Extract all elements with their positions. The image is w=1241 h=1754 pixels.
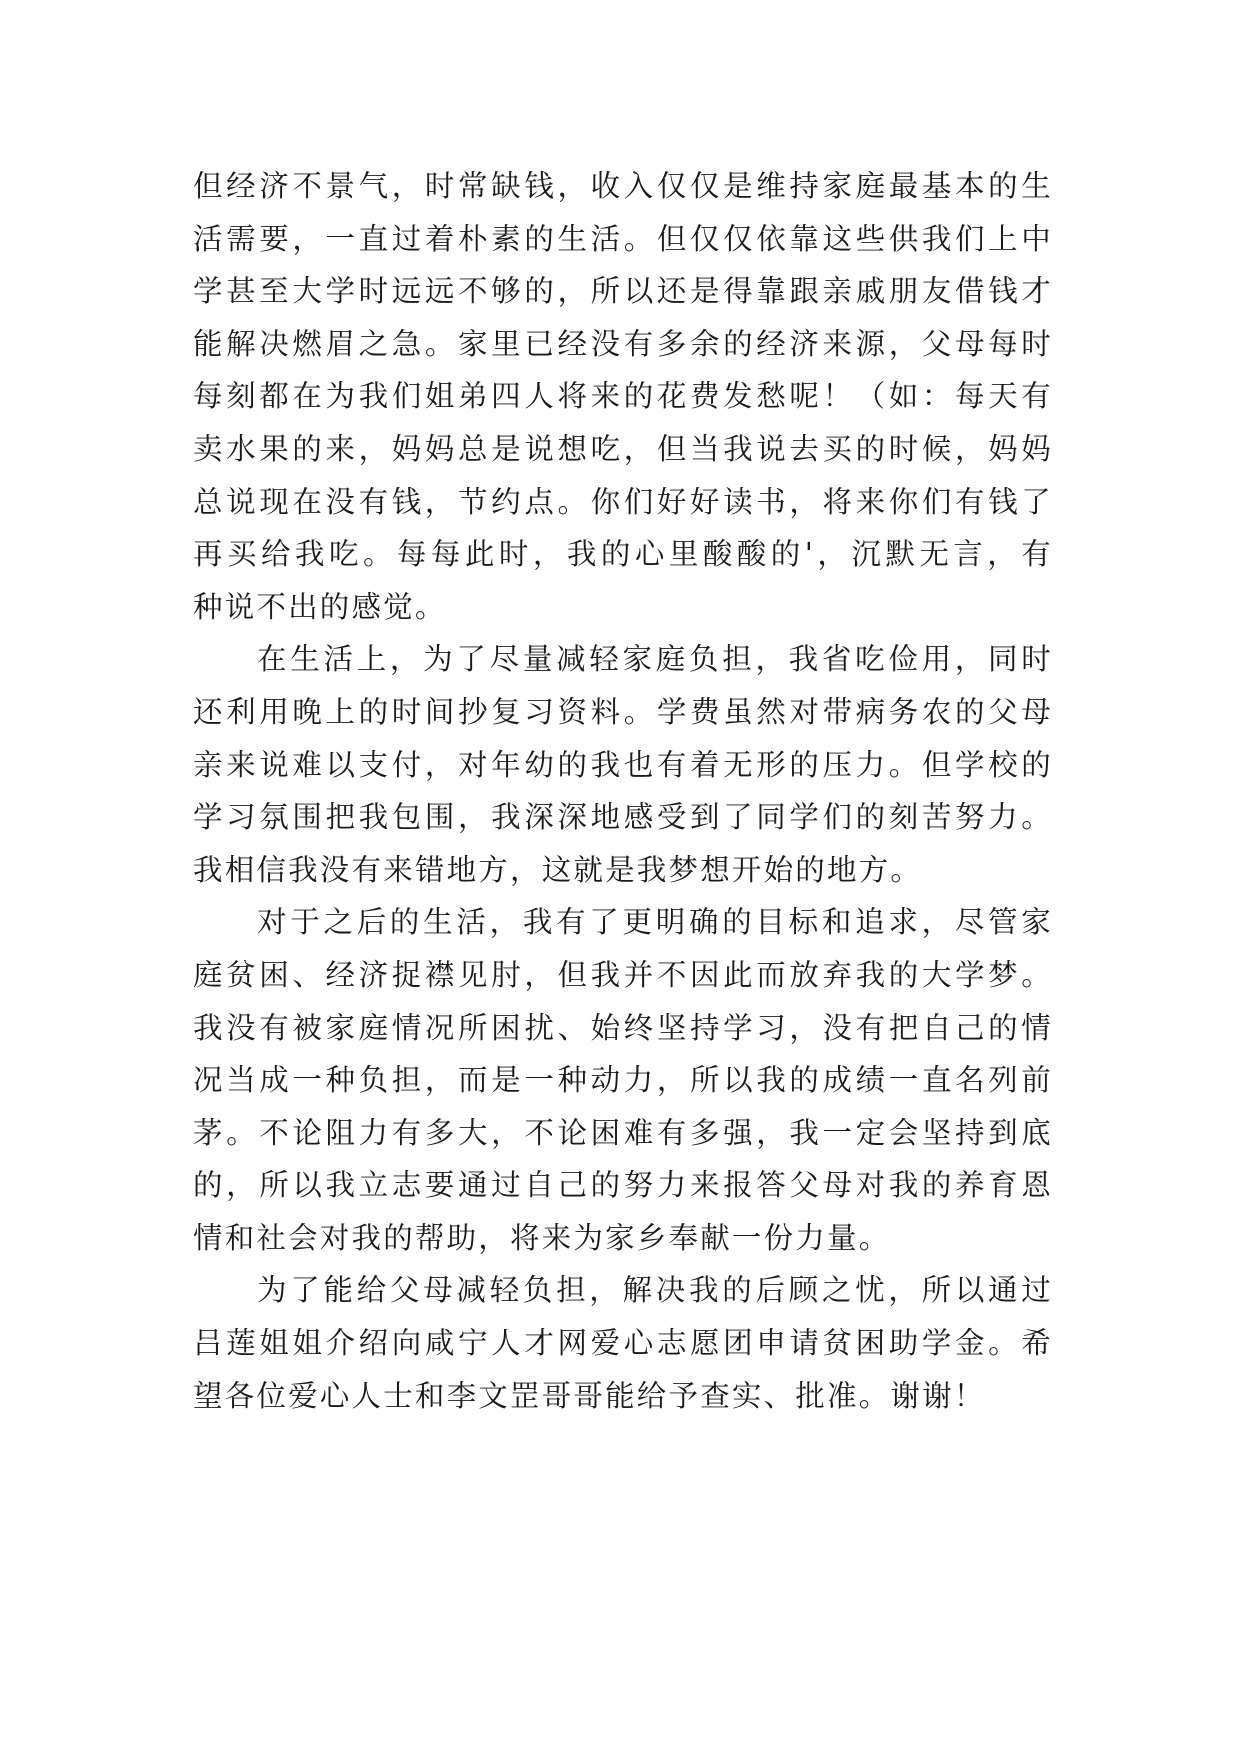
- text-line: 学习氛围把我包围，我深深地感受到了同学们的刻苦努力。: [193, 800, 1053, 835]
- text-line: 况当成一种负担，而是一种动力，所以我的成绩一直名列前: [193, 1063, 1053, 1098]
- text-line: 学甚至大学时远远不够的，所以还是得靠跟亲戚朋友借钱才: [193, 274, 1053, 309]
- text-line: 每刻都在为我们姐弟四人将来的花费发愁呢！（如：每天有: [193, 379, 1053, 414]
- document-body: [193, 160, 1053, 1422]
- text-line: 情和社会对我的帮助，将来为家乡奉献一份力量。: [193, 1220, 891, 1255]
- paragraph-first-line: 对于之后的生活，我有了更明确的目标和追求，尽管家: [257, 905, 1053, 940]
- text-line: 吕莲姐姐介绍向咸宁人才网爱心志愿团申请贫困助学金。希: [193, 1326, 1053, 1361]
- text-line: 望各位爱心人士和李文罡哥哥能给予查实、批准。谢谢！: [193, 1378, 986, 1413]
- text-line: 我相信我没有来错地方，这就是我梦想开始的地方。: [193, 852, 923, 887]
- text-line: 能解决燃眉之急。家里已经没有多余的经济来源，父母每时: [193, 326, 1053, 361]
- text-line: 总说现在没有钱，节约点。你们好好读书，将来你们有钱了: [193, 484, 1053, 519]
- text-line: 活需要，一直过着朴素的生活。但仅仅依靠这些供我们上中: [193, 221, 1053, 256]
- text-line: 但经济不景气，时常缺钱，收入仅仅是维持家庭最基本的生: [193, 169, 1053, 203]
- text-line: 亲来说难以支付，对年幼的我也有着无形的压力。但学校的: [193, 747, 1053, 782]
- paragraph-first-line: 为了能给父母减轻负担，解决我的后顾之忧，所以通过: [257, 1273, 1053, 1308]
- text-line: 种说不出的感觉。: [193, 589, 447, 624]
- text-line: 茅。不论阻力有多大，不论困难有多强，我一定会坚持到底: [193, 1115, 1053, 1150]
- text-line: 还利用晚上的时间抄复习资料。学费虽然对带病务农的父母: [193, 694, 1053, 729]
- text-line: 的，所以我立志要通过自己的努力来报答父母对我的养育恩: [193, 1168, 1053, 1203]
- text-line: 再买给我吃。每每此时，我的心里酸酸的'，沉默无言，有: [193, 537, 1053, 572]
- paragraph-first-line: 在生活上，为了尽量减轻家庭负担，我省吃俭用，同时: [257, 642, 1053, 677]
- text-line: 我没有被家庭情况所困扰、始终坚持学习，没有把自己的情: [193, 1010, 1053, 1045]
- text-line: 卖水果的来，妈妈总是说想吃，但当我说去买的时候，妈妈: [193, 431, 1053, 466]
- text-line: 庭贫困、经济捉襟见肘，但我并不因此而放弃我的大学梦。: [193, 957, 1053, 992]
